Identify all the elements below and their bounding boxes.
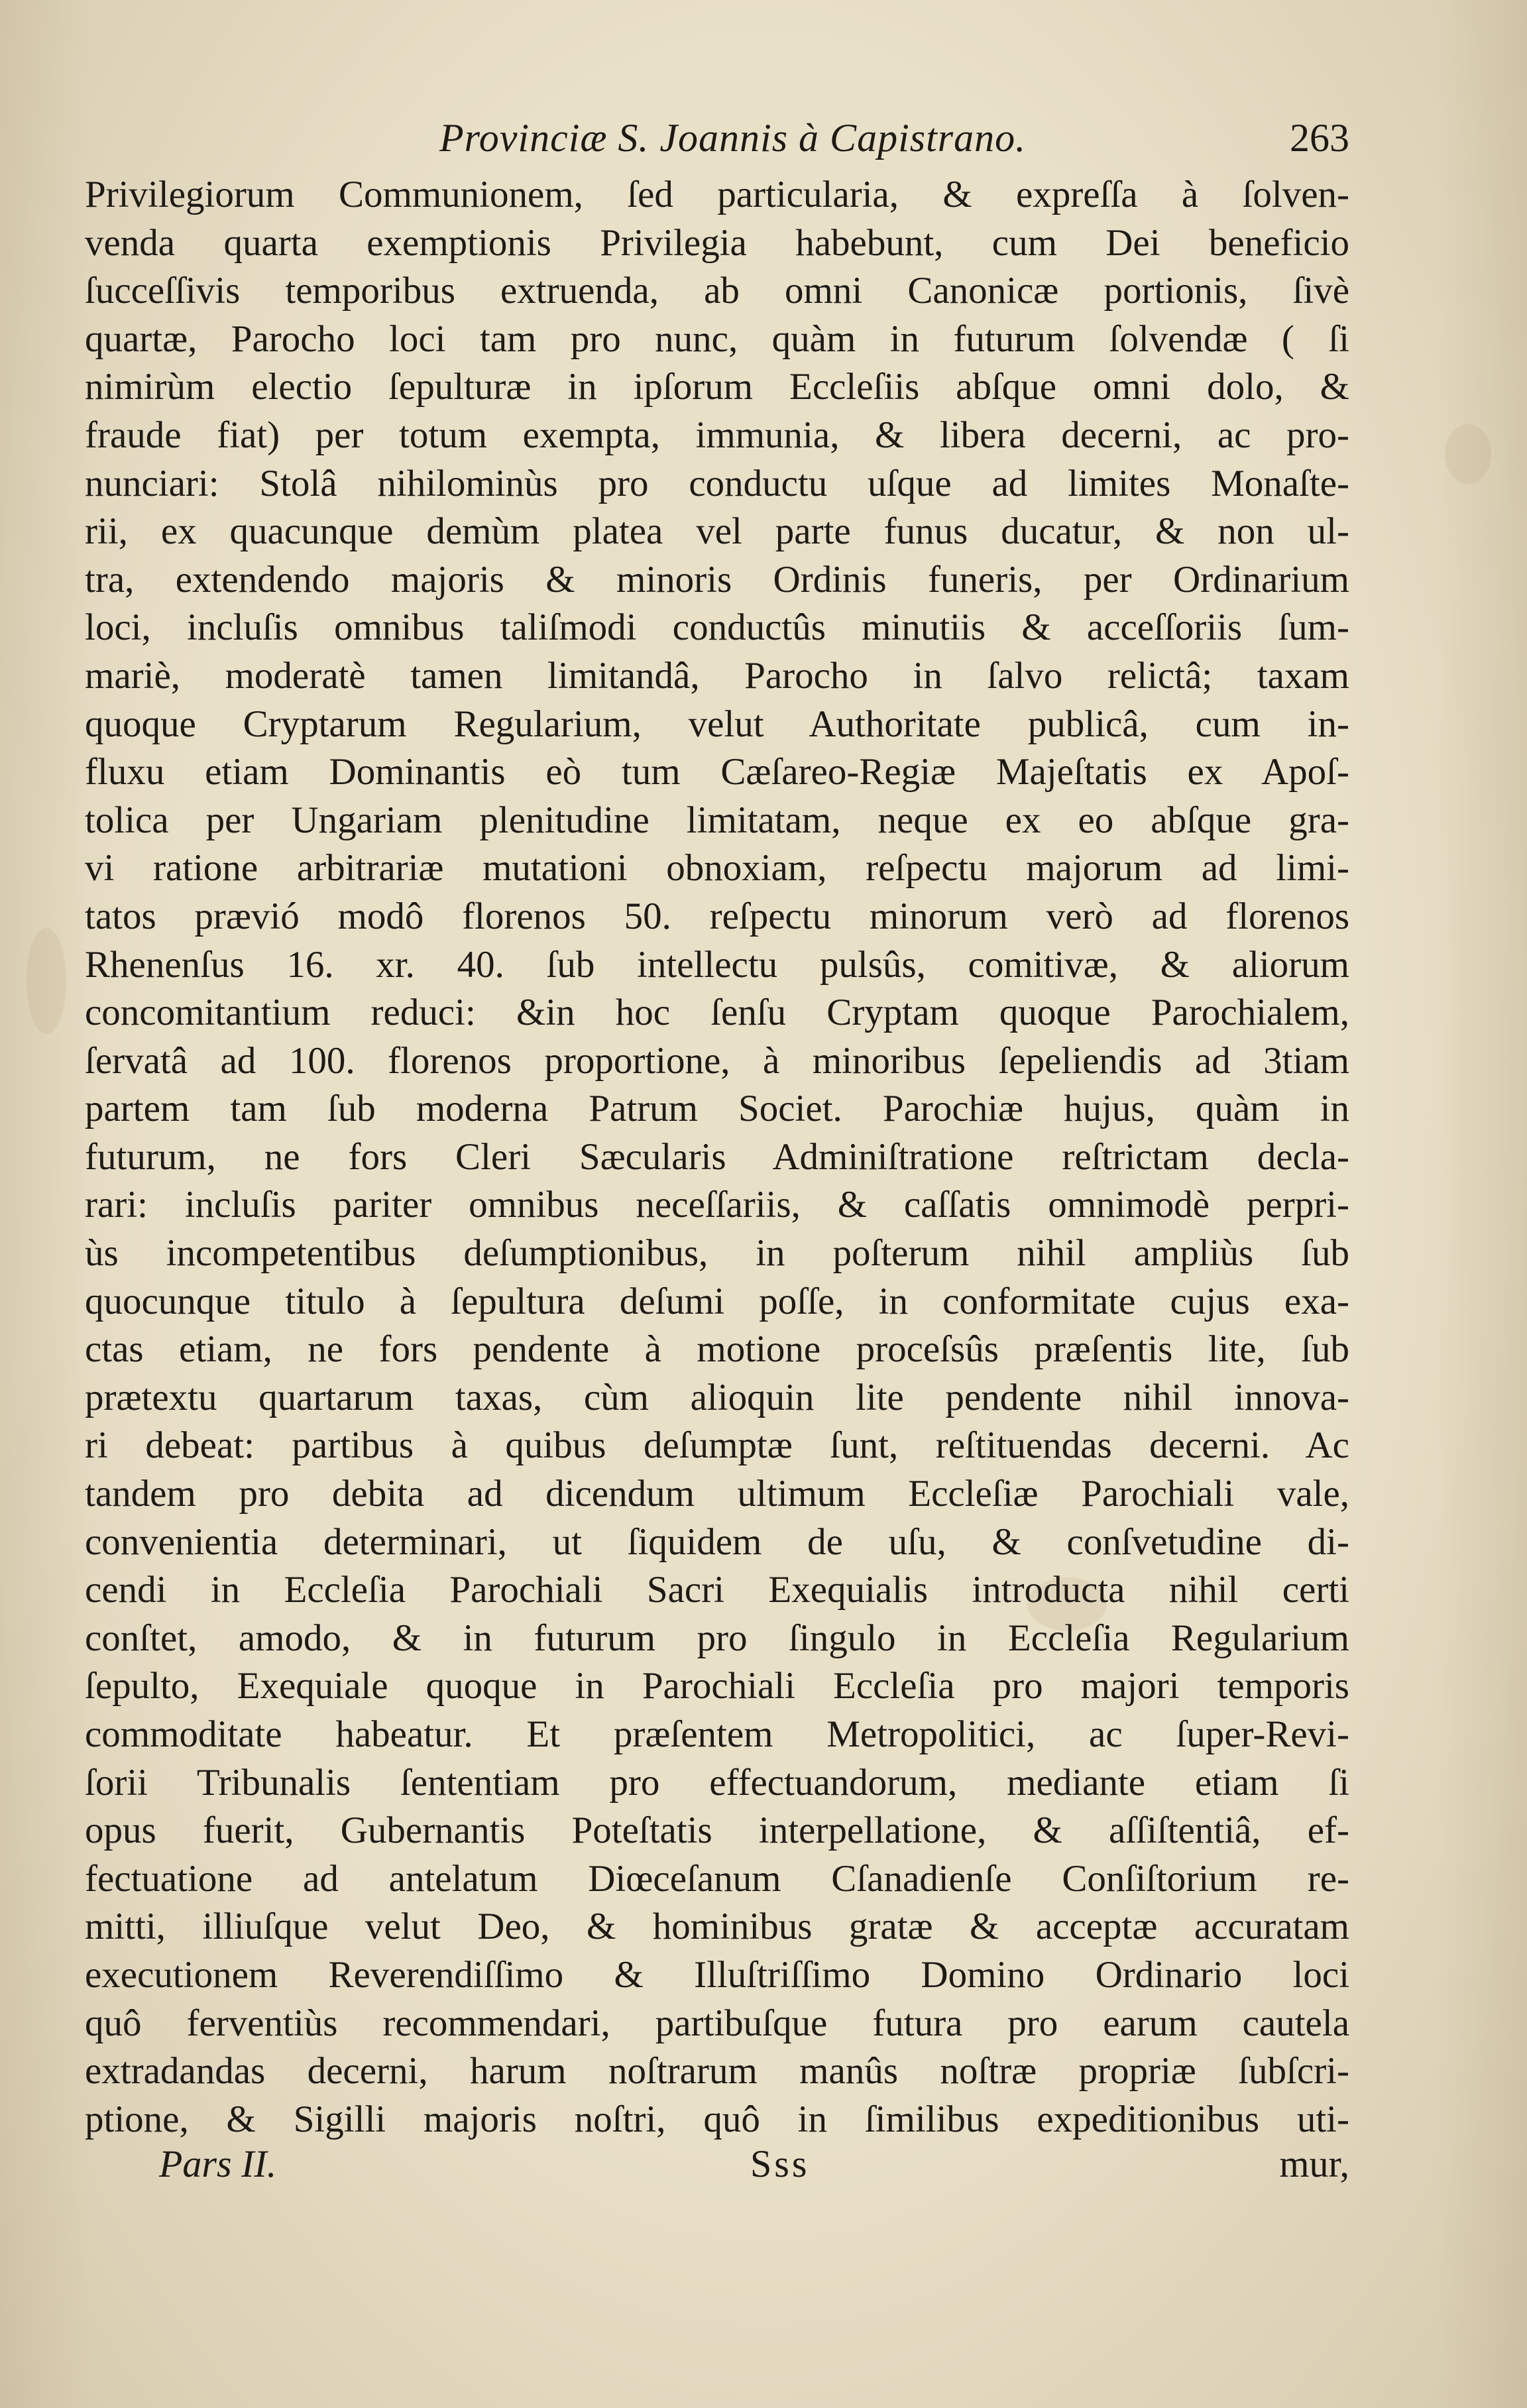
text-line: quô ferventiùs recommendari, partibuſque futura pro earum cautela bbox=[85, 2002, 1349, 2044]
text-line: tandem pro debita ad dicendum ultimum Eccleſiæ Parochiali vale, bbox=[85, 1473, 1349, 1515]
paper-stain bbox=[1445, 424, 1491, 484]
text-line: opus fuerit, Gubernantis Poteſtatis interpellatione, & aſſiſtentiâ, ef- bbox=[85, 1809, 1349, 1852]
page-footer bbox=[85, 2138, 1349, 2191]
text-line: mitti, illiuſque velut Deo, & hominibus gratæ & acceptæ accuratam bbox=[85, 1906, 1349, 1948]
text-line: fluxu etiam Dominantis eò tum Cæſareo-Regiæ Majeſtatis ex Apoſ- bbox=[85, 751, 1349, 793]
text-line: ſervatâ ad 100. florenos proportione, à minoribus ſepeliendis ad 3tiam bbox=[85, 1039, 1349, 1082]
page-header bbox=[85, 111, 1349, 164]
text-line: mariè, moderatè tamen limitandâ, Parocho in ſalvo relictâ; taxam bbox=[85, 654, 1349, 697]
text-line: rari: incluſis pariter omnibus neceſſariis, & caſſatis omnimodè perpri- bbox=[85, 1184, 1349, 1226]
text-line: commoditate habeatur. Et præſentem Metropolitici, ac ſuper-Revi- bbox=[85, 1713, 1349, 1755]
catchword: mur, bbox=[1279, 2142, 1349, 2185]
text-line: loci, incluſis omnibus taliſmodi conductûs minutiis & acceſſoriis ſum- bbox=[85, 606, 1349, 649]
text-line: rii, ex quacunque demùm platea vel parte funus ducatur, & non ul- bbox=[85, 510, 1349, 553]
text-line: nunciari: Stolâ nihilominùs pro conductu uſque ad limites Monaſte- bbox=[85, 462, 1349, 504]
text-line: tolica per Ungariam plenitudine limitatam, neque ex eo abſque gra- bbox=[85, 799, 1349, 841]
text-line: tra, extendendo majoris & minoris Ordinis funeris, per Ordinarium bbox=[85, 558, 1349, 601]
text-line: venda quarta exemptionis Privilegia habebunt, cum Dei beneficio bbox=[85, 221, 1349, 264]
text-line: tatos prævió modô florenos 50. reſpectu minorum verò ad florenos bbox=[85, 895, 1349, 937]
text-line: ri debeat: partibus à quibus deſumptæ ſunt, reſtituendas decerni. Ac bbox=[85, 1424, 1349, 1467]
text-line: ſorii Tribunalis ſententiam pro effectuandorum, mediante etiam ſi bbox=[85, 1761, 1349, 1804]
text-line: vi ratione arbitrariæ mutationi obnoxiam, reſpectu majorum ad limi- bbox=[85, 847, 1349, 889]
text-line: quocunque titulo à ſepultura deſumi poſſe, in conformitate cujus exa- bbox=[85, 1280, 1349, 1322]
text-line: ùs incompetentibus deſumptionibus, in poſterum nihil ampliùs ſub bbox=[85, 1232, 1349, 1275]
running-title: Provinciæ S. Joannis à Capistrano. bbox=[439, 116, 1027, 160]
text-line: fectuatione ad antelatum Diœceſanum Cſanadienſe Conſiſtorium re- bbox=[85, 1857, 1349, 1900]
text-line: ptione, & Sigilli majoris noſtri, quô in ſimilibus expeditionibus uti- bbox=[85, 2098, 1349, 2140]
text-line: Privilegiorum Communionem, ſed particularia, & expreſſa à ſolven- bbox=[85, 174, 1349, 215]
text-line: fraude fiat) per totum exempta, immunia, & libera decerni, ac pro- bbox=[85, 414, 1349, 456]
text-line: quartæ, Parocho loci tam pro nunc, quàm in futurum ſolvendæ ( ſi bbox=[85, 317, 1349, 360]
text-line: ſucceſſivis temporibus extruenda, ab omni Canonicæ portionis, ſivè bbox=[85, 270, 1349, 312]
text-line: concomitantium reduci: &in hoc ſenſu Cryptam quoque Parochialem, bbox=[85, 992, 1349, 1034]
body-text bbox=[85, 171, 1349, 2144]
text-line: partem tam ſub moderna Patrum Societ. Parochiæ hujus, quàm in bbox=[85, 1088, 1349, 1130]
gathering-signature: Sss bbox=[750, 2142, 810, 2185]
text-line: convenientia determinari, ut ſiquidem de uſu, & conſvetudine di- bbox=[85, 1520, 1349, 1563]
paper-stain bbox=[27, 928, 66, 1034]
text-line: nimirùm electio ſepulturæ in ipſorum Eccleſiis abſque omni dolo, & bbox=[85, 366, 1349, 408]
page-number: 263 bbox=[1290, 116, 1349, 160]
part-signature: Pars II. bbox=[159, 2142, 277, 2185]
text-line: ctas etiam, ne fors pendente à motione proceſsûs præſentis lite, ſub bbox=[85, 1328, 1349, 1371]
text-line: Rhenenſus 16. xr. 40. ſub intellectu pulsûs, comitivæ, & aliorum bbox=[85, 943, 1349, 986]
text-line: cendi in Eccleſia Parochiali Sacri Exequialis introducta nihil certi bbox=[85, 1569, 1349, 1611]
text-line: quoque Cryptarum Regularium, velut Authoritate publicâ, cum in- bbox=[85, 703, 1349, 745]
text-line: extradandas decerni, harum noſtrarum manûs noſtræ propriæ ſubſcri- bbox=[85, 2050, 1349, 2093]
text-line: futurum, ne fors Cleri Sæcularis Adminiſtratione reſtrictam decla- bbox=[85, 1135, 1349, 1178]
text-line: conſtet, amodo, & in futurum pro ſingulo in Eccleſia Regularium bbox=[85, 1617, 1349, 1659]
text-line: ſepulto, Exequiale quoque in Parochiali Eccleſia pro majori temporis bbox=[85, 1665, 1349, 1707]
text-line: executionem Reverendiſſimo & Illuſtriſſimo Domino Ordinario loci bbox=[85, 1953, 1349, 1996]
text-line: prætextu quartarum taxas, cùm alioquin lite pendente nihil innova- bbox=[85, 1376, 1349, 1418]
